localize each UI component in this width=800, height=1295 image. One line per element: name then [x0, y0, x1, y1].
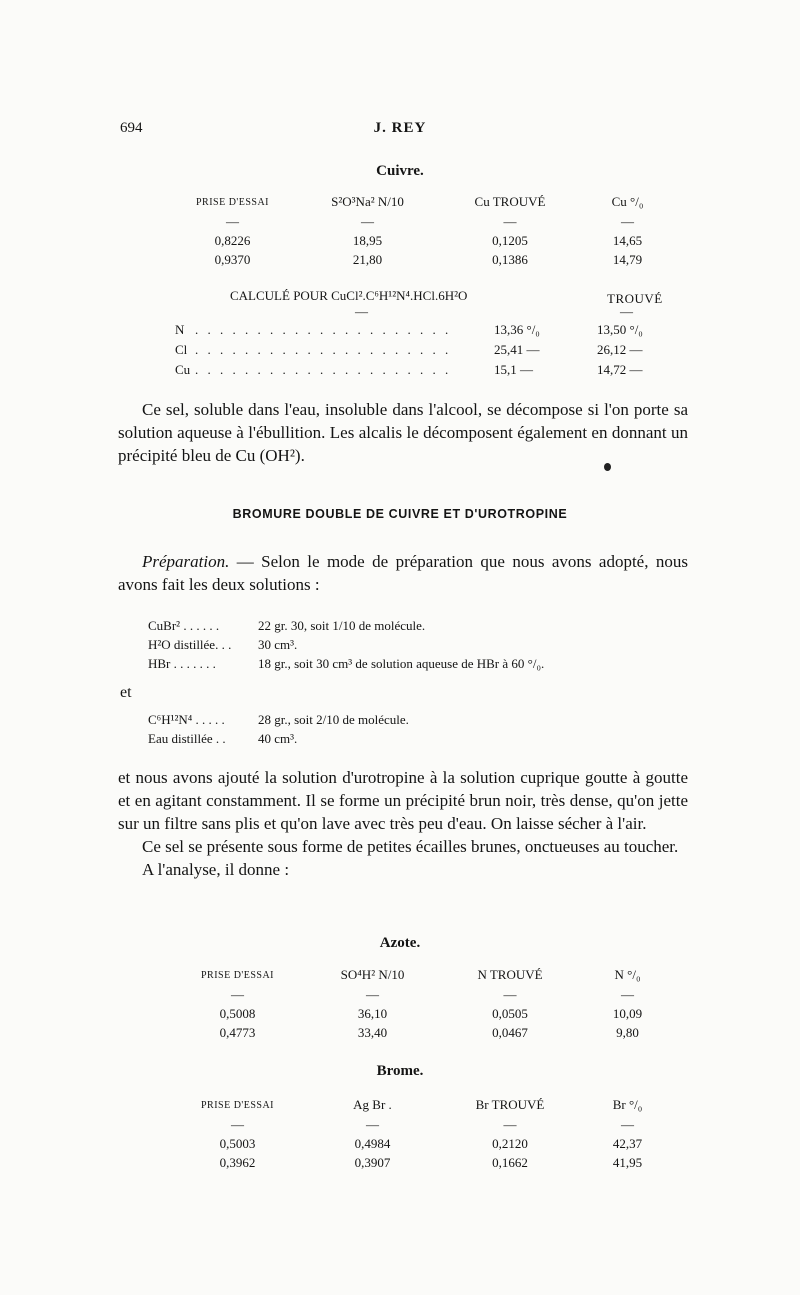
reagent-name: CuBr² . . . . . . [148, 618, 220, 633]
calc-value: 15,1 — [494, 362, 533, 377]
cell: 41,95 [612, 1154, 643, 1170]
cell: 33,40 [357, 1024, 388, 1040]
header-prise: PRISE D'ESSAI [195, 196, 270, 208]
found-value: 26,12 — [597, 342, 643, 357]
list-item [148, 729, 409, 748]
dash: — [366, 1116, 379, 1132]
header-reagent: S²O³Na² N/10 [331, 194, 404, 209]
header-reagent: Ag Br . [353, 1097, 392, 1112]
cell: 36,10 [357, 1005, 388, 1021]
calc-row-cl [175, 342, 187, 358]
header-reagent: SO⁴H² N/10 [340, 967, 405, 982]
header-trouve: N TROUVÉ [477, 967, 543, 982]
cell: 0,9370 [214, 251, 251, 267]
table-caption-brome: Brome. [376, 1063, 424, 1079]
cell: 0,1662 [492, 1154, 528, 1170]
cell: 0,3962 [219, 1154, 256, 1170]
table-row [175, 1023, 680, 1042]
paragraph-procedure [118, 766, 688, 881]
calc-value: 25,41 — [494, 342, 540, 357]
calc-value: 13,36 °/₀ [494, 322, 540, 337]
element-label: Cu [175, 362, 191, 377]
reagent-name: C⁶H¹²N⁴ . . . . . [148, 712, 225, 727]
reagent-amount: 18 gr., soit 30 cm³ de solution aqueuse de HBr à 60 °/₀. [258, 656, 545, 671]
paragraph-preparation [118, 550, 688, 596]
cell: 9,80 [616, 1024, 639, 1040]
reagent-name: HBr . . . . . . . [148, 656, 216, 671]
leader-dots: . . . . . . . . . . . . . . . . . . . . . [195, 362, 452, 377]
cell: 42,37 [612, 1135, 643, 1151]
header-prise: PRISE D'ESSAI [200, 1099, 275, 1111]
dash: — [366, 986, 379, 1002]
calc-label: CALCULÉ POUR CuCl².C⁶H¹²N⁴.HCl.6H²O [230, 288, 468, 303]
header-trouve: Cu TROUVÉ [474, 194, 546, 209]
cell: 0,4984 [354, 1135, 391, 1151]
cell: 10,09 [612, 1005, 643, 1021]
table-caption-cuivre: Cuivre. [376, 163, 424, 179]
header-percent: Br °/₀ [612, 1097, 643, 1112]
list-item [148, 710, 409, 729]
dash: — [503, 986, 517, 1002]
solution-1 [148, 616, 544, 673]
element-label: N [175, 322, 185, 337]
found-label: TROUVÉ [607, 291, 663, 306]
page-number: 694 [120, 120, 143, 136]
cell: 14,79 [612, 251, 643, 267]
list-item [148, 654, 544, 673]
dash: — [620, 304, 633, 319]
table-brome [175, 1095, 680, 1172]
calc-row-cu [175, 362, 190, 378]
reagent-name: H²O distillée. . . [148, 637, 232, 652]
dash: — [355, 304, 368, 319]
table-row [175, 1153, 680, 1172]
section-heading: BROMURE DOUBLE DE CUIVRE ET D'UROTROPINE [232, 507, 568, 521]
dash: — [621, 213, 634, 229]
solution-2 [148, 710, 409, 748]
preparation-label: Préparation. [142, 552, 230, 571]
dash: — [503, 213, 517, 229]
preparation-text: — Selon le mode de préparation que nous avons adopté, nous avons fait les deux solutions : [118, 552, 688, 594]
cell: 0,8226 [214, 232, 251, 248]
dash: — [361, 213, 374, 229]
reagent-amount: 30 cm³. [258, 637, 298, 652]
cell: 18,95 [352, 232, 383, 248]
dash: — [226, 213, 239, 229]
cell: 0,1386 [492, 251, 528, 267]
paragraph-text: A l'analyse, il donne : [142, 860, 290, 879]
reagent-amount: 22 gr. 30, soit 1/10 de molécule. [258, 618, 426, 633]
paragraph-text: et nous avons ajouté la solution d'urotropine à la solution cuprique goutte à goutte et en agitant constamment. Il se forme un précipité brun noir, très dense, qu'on jette sur un filtre sans plis et qu'on lave avec très peu d'eau. On laisse sécher à l'air. [118, 768, 688, 833]
cell: 0,0505 [492, 1005, 528, 1021]
found-value: 13,50 °/₀ [597, 322, 643, 337]
dash: — [231, 1116, 244, 1132]
table-row [175, 1004, 680, 1023]
cell: 0,5003 [219, 1135, 256, 1151]
paragraph-text: Ce sel se présente sous forme de petites écailles brunes, onctueuses au toucher. [142, 837, 679, 856]
ink-spot [604, 463, 611, 471]
cell: 0,4773 [219, 1024, 256, 1040]
cell: 0,3907 [354, 1154, 391, 1170]
leader-dots: . . . . . . . . . . . . . . . . . . . . . [195, 322, 452, 337]
paragraph-text: Ce sel, soluble dans l'eau, insoluble dans l'alcool, se décompose si l'on porte sa solution aqueuse à l'ébullition. Les alcalis le décomposent également en donnant un précipité bleu de Cu (OH²). [118, 400, 688, 465]
dash: — [621, 1116, 634, 1132]
table-azote [175, 965, 680, 1042]
list-item [148, 616, 544, 635]
header-trouve: Br TROUVÉ [475, 1097, 545, 1112]
element-label: Cl [175, 342, 188, 357]
header-percent: N °/₀ [614, 967, 641, 982]
conjunction-et: et [120, 684, 132, 701]
cell: 0,1205 [492, 232, 528, 248]
running-head-author: J. REY [373, 120, 427, 136]
reagent-name: Eau distillée . . [148, 731, 226, 746]
table-row [175, 1134, 680, 1153]
header-percent: Cu °/₀ [611, 194, 644, 209]
cell: 14,65 [612, 232, 643, 248]
found-value: 14,72 — [597, 362, 643, 377]
cell: 0,5008 [219, 1005, 256, 1021]
dash: — [621, 986, 634, 1002]
table-caption-azote: Azote. [379, 935, 421, 951]
table-cuivre [175, 192, 680, 269]
dash: — [503, 1116, 517, 1132]
cell: 21,80 [352, 251, 383, 267]
paragraph-sel-properties [118, 398, 688, 467]
table-row [175, 250, 680, 269]
table-row [175, 231, 680, 250]
cell: 0,2120 [492, 1135, 528, 1151]
reagent-amount: 40 cm³. [258, 731, 298, 746]
leader-dots: . . . . . . . . . . . . . . . . . . . . . [195, 342, 452, 357]
list-item [148, 635, 544, 654]
header-prise: PRISE D'ESSAI [200, 969, 275, 981]
cell: 0,0467 [492, 1024, 528, 1040]
dash: — [231, 986, 244, 1002]
calc-row-n [175, 322, 184, 338]
reagent-amount: 28 gr., soit 2/10 de molécule. [258, 712, 409, 727]
